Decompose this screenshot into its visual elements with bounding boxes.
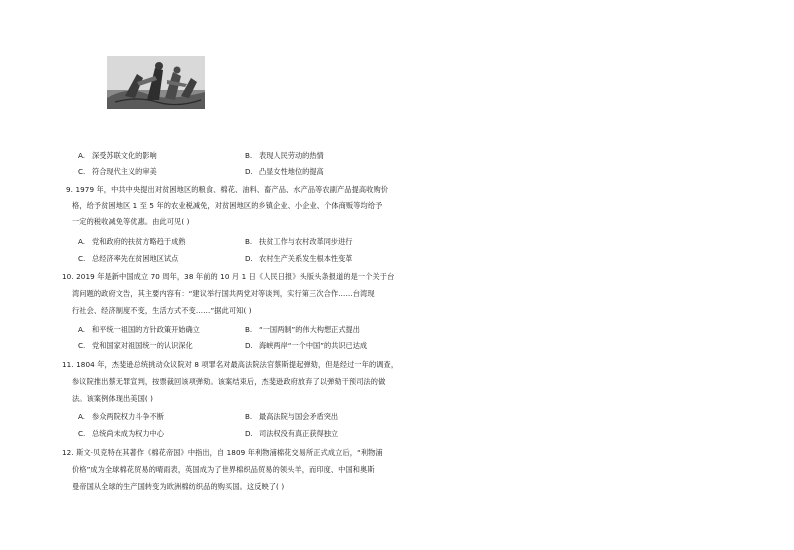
option-letter: B.: [245, 412, 253, 421]
option-letter: D.: [245, 254, 253, 263]
q9-option-a[interactable]: [78, 237, 185, 246]
q8-option-c[interactable]: [78, 167, 157, 176]
q12-stem-line-3: 曼帝国从全球的生产国转变为欧洲棉纺织品的购买国。这反映了( ): [72, 482, 285, 491]
option-text: 海峡两岸“一个中国”的共识已达成: [259, 341, 368, 350]
q9-option-c[interactable]: [78, 254, 178, 263]
q10-option-a[interactable]: [78, 325, 200, 334]
option-letter: D.: [245, 167, 253, 176]
option-letter: A.: [78, 325, 86, 334]
option-text: 农村生产关系发生根本性变革: [259, 254, 353, 263]
option-text: 深受苏联文化的影响: [92, 151, 157, 160]
q10-option-d[interactable]: [245, 341, 367, 350]
option-letter: B.: [245, 151, 253, 160]
q9-option-b[interactable]: [245, 237, 352, 246]
option-letter: A.: [78, 237, 86, 246]
option-text: 表现人民劳动的热情: [259, 151, 324, 160]
q9-stem-line-2: 格，给予贫困地区 1 至 5 年的农业税减免，对贫困地区的乡镇企业、小企业、个体商贩等均给予: [72, 201, 383, 210]
q11-option-c[interactable]: [78, 429, 164, 438]
option-letter: B.: [245, 237, 253, 246]
q10-stem-line-2: 湾问题的政府文告，其主要内容有：“建议举行国共两党对等谈判，实行第三次合作……台湾现: [72, 289, 375, 298]
q12-stem-line-2: 价格”成为全球棉花贸易的晴雨表，英国成为了世界棉织品贸易的领头羊，而印度、中国和奥斯: [72, 465, 375, 474]
q9-stem-line-3: 一定的税收减免等优惠。由此可见( ): [72, 217, 190, 226]
q10-stem-line-3: 行社会、经济制度不变，生活方式不变……”据此可知( ): [72, 306, 252, 315]
option-text: 和平统一祖国的方针政策开始确立: [92, 325, 200, 334]
option-text: 符合现代主义的审美: [92, 167, 157, 176]
option-letter: D.: [245, 429, 253, 438]
q9-option-d[interactable]: [245, 254, 352, 263]
option-text: 总统尚未成为权力中心: [92, 429, 164, 438]
option-letter: D.: [245, 341, 253, 350]
q8-option-d[interactable]: [245, 167, 324, 176]
option-text: 党和国家对祖国统一的认识深化: [92, 341, 193, 350]
q11-stem-line-1: 11. 1804 年，杰斐逊总统挑动众议院对 8 项罪名对最高法院法官蔡斯提起弹劾，但是经过一年的调查，: [62, 360, 399, 369]
option-text: 总经济率先在贫困地区试点: [92, 254, 179, 263]
q10-option-c[interactable]: [78, 341, 193, 350]
q8-option-b[interactable]: [245, 151, 324, 160]
option-text: 扶贫工作与农村改革同步进行: [259, 237, 353, 246]
q8-option-a[interactable]: [78, 151, 157, 160]
sculpture-illustration: [107, 56, 205, 109]
q11-stem-line-2: 参议院推出蔡无罪宣判，按票裁回该项弹劾。该案结束后，杰斐逊政府放弃了以弹劾干预司法的做: [72, 377, 386, 386]
option-letter: C.: [78, 429, 86, 438]
q9-stem-line-1: 9. 1979 年，中共中央提出对贫困地区的粮食、棉花、油料、畜产品、水产品等农副产品提高收购价: [66, 185, 389, 194]
option-letter: A.: [78, 151, 86, 160]
q11-option-a[interactable]: [78, 412, 164, 421]
option-text: 凸显女性地位的提高: [259, 167, 324, 176]
option-text: 党和政府的扶贫方略趋于成熟: [92, 237, 186, 246]
option-letter: C.: [78, 341, 86, 350]
q11-option-d[interactable]: [245, 429, 338, 438]
q11-option-b[interactable]: [245, 412, 338, 421]
option-text: 参众两院权力斗争不断: [92, 412, 164, 421]
q10-option-b[interactable]: [245, 325, 360, 334]
option-text: 司法权没有真正获得独立: [259, 429, 339, 438]
option-letter: C.: [78, 254, 86, 263]
q11-stem-line-3: 法。该案例体现出美国( ): [72, 394, 154, 403]
option-letter: B.: [245, 325, 253, 334]
option-text: “一国两制”的伟大构想正式提出: [259, 325, 360, 334]
option-text: 最高法院与国会矛盾突出: [259, 412, 339, 421]
q12-stem-line-1: 12. 斯文·贝克特在其著作《棉花帝国》中指出，自 1809 年利物浦棉花交易所正式成立后，“利物浦: [62, 448, 383, 457]
q10-stem-line-1: 10. 2019 年是新中国成立 70 周年，38 年前的 10 月 1 日《人民日报》头版头条报道的是一个关于台: [62, 272, 395, 281]
option-letter: C.: [78, 167, 86, 176]
option-letter: A.: [78, 412, 86, 421]
